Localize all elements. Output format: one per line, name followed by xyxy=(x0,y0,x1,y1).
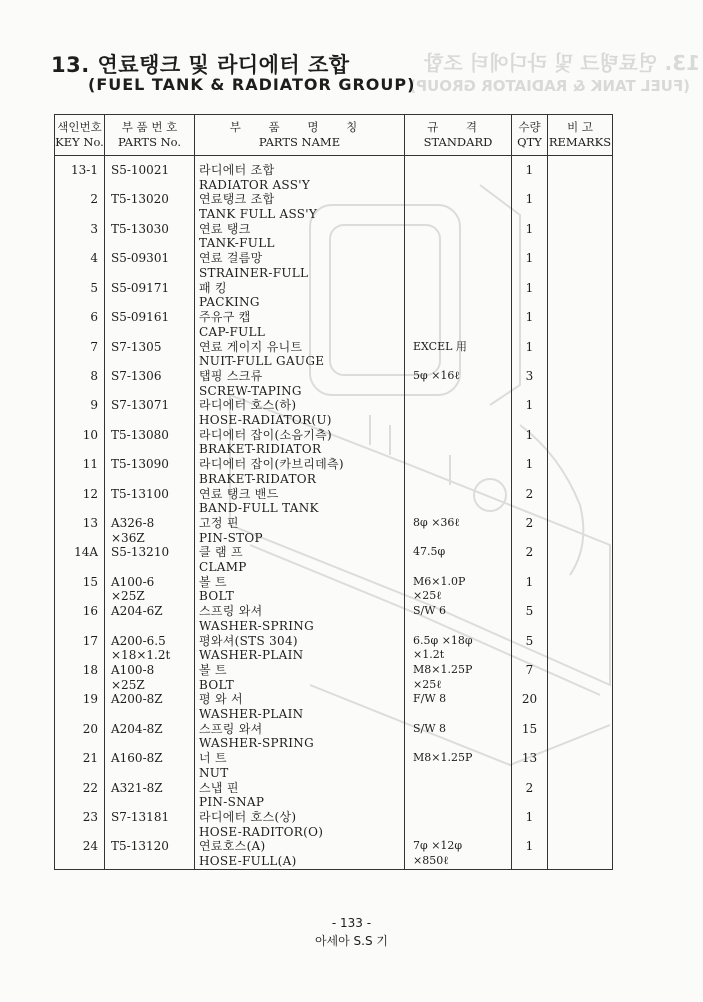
remarks xyxy=(548,722,613,751)
qty: 1 xyxy=(512,222,548,251)
table-row xyxy=(55,369,613,398)
qty: 7 xyxy=(512,663,548,692)
remarks xyxy=(548,310,613,339)
table-row xyxy=(55,251,613,280)
qty: 1 xyxy=(512,839,548,869)
parts-name: 주유구 캡 CAP-FULL xyxy=(195,310,405,339)
key-no: 20 xyxy=(55,722,105,751)
parts-no: A204-6Z xyxy=(105,604,195,633)
table-row xyxy=(55,751,613,780)
parts-no: S5-09161 xyxy=(105,310,195,339)
table-row xyxy=(55,839,613,869)
table-row xyxy=(55,516,613,545)
remarks xyxy=(548,781,613,810)
key-no: 23 xyxy=(55,810,105,839)
parts-no: A326-8 ×36Z xyxy=(105,516,195,545)
table-row xyxy=(55,692,613,721)
remarks xyxy=(548,428,613,457)
parts-name: 고정 핀 PIN-STOP xyxy=(195,516,405,545)
parts-no: T5-13090 xyxy=(105,457,195,486)
standard: 5φ ×16ℓ xyxy=(405,369,512,398)
parts-no: S7-13071 xyxy=(105,398,195,427)
remarks xyxy=(548,192,613,221)
parts-no: S5-10021 xyxy=(105,156,195,193)
table-row xyxy=(55,487,613,516)
table-row xyxy=(55,781,613,810)
remarks xyxy=(548,663,613,692)
parts-no: A100-8 ×25Z xyxy=(105,663,195,692)
table-row xyxy=(55,810,613,839)
standard xyxy=(405,310,512,339)
qty: 2 xyxy=(512,781,548,810)
parts-name: 라디에터 호스(하) HOSE-RADIATOR(U) xyxy=(195,398,405,427)
standard: M8×1.25P ×25ℓ xyxy=(405,663,512,692)
key-no: 10 xyxy=(55,428,105,457)
qty: 1 xyxy=(512,810,548,839)
standard: M8×1.25P xyxy=(405,751,512,780)
standard: 47.5φ xyxy=(405,545,512,574)
table-row xyxy=(55,575,613,604)
remarks xyxy=(548,810,613,839)
parts-name: 연료 탱크 TANK-FULL xyxy=(195,222,405,251)
parts-no: A200-8Z xyxy=(105,692,195,721)
parts-name: 평 와 서 WASHER-PLAIN xyxy=(195,692,405,721)
key-no: 12 xyxy=(55,487,105,516)
standard xyxy=(405,398,512,427)
header-standard: 규 격 STANDARD xyxy=(405,115,512,156)
qty: 1 xyxy=(512,457,548,486)
key-no: 8 xyxy=(55,369,105,398)
remarks xyxy=(548,340,613,369)
parts-table xyxy=(54,114,613,870)
key-no: 14A xyxy=(55,545,105,574)
company-name: 아세아 S.S 기 xyxy=(314,934,389,948)
remarks xyxy=(548,251,613,280)
key-no: 3 xyxy=(55,222,105,251)
qty: 1 xyxy=(512,251,548,280)
remarks xyxy=(548,692,613,721)
standard xyxy=(405,428,512,457)
table-row xyxy=(55,545,613,574)
key-no: 13 xyxy=(55,516,105,545)
qty: 15 xyxy=(512,722,548,751)
standard xyxy=(405,156,512,193)
qty: 1 xyxy=(512,398,548,427)
parts-name: 라디에터 호스(상) HOSE-RADITOR(O) xyxy=(195,810,405,839)
parts-name: 연료 게이지 유니트 NUIT-FULL GAUGE xyxy=(195,340,405,369)
key-no: 11 xyxy=(55,457,105,486)
parts-name: 연료 걸름망 STRAINER-FULL xyxy=(195,251,405,280)
bleed-through-title: 13. 연료탱크 및 라디에터 조합 xyxy=(424,51,700,75)
standard: EXCEL 用 xyxy=(405,340,512,369)
key-no: 17 xyxy=(55,634,105,663)
standard xyxy=(405,487,512,516)
key-no: 7 xyxy=(55,340,105,369)
table-row xyxy=(55,398,613,427)
parts-name: 연료호스(A) HOSE-FULL(A) xyxy=(195,839,405,869)
standard: 8φ ×36ℓ xyxy=(405,516,512,545)
header-remarks: 비 고 REMARKS xyxy=(548,115,613,156)
parts-no: T5-13100 xyxy=(105,487,195,516)
key-no: 21 xyxy=(55,751,105,780)
key-no: 18 xyxy=(55,663,105,692)
remarks xyxy=(548,839,613,869)
qty: 1 xyxy=(512,310,548,339)
table-row xyxy=(55,222,613,251)
parts-no: T5-13020 xyxy=(105,192,195,221)
parts-name: 패 킹 PACKING xyxy=(195,281,405,310)
parts-no: S7-1305 xyxy=(105,340,195,369)
remarks xyxy=(548,369,613,398)
remarks xyxy=(548,156,613,193)
header-qty: 수량 QTY xyxy=(512,115,548,156)
parts-name: 연료 탱크 밴드 BAND-FULL TANK xyxy=(195,487,405,516)
remarks xyxy=(548,457,613,486)
qty: 20 xyxy=(512,692,548,721)
remarks xyxy=(548,634,613,663)
parts-no: S7-1306 xyxy=(105,369,195,398)
standard xyxy=(405,457,512,486)
key-no: 2 xyxy=(55,192,105,221)
remarks xyxy=(548,545,613,574)
parts-name: 라디에터 조합 RADIATOR ASS'Y xyxy=(195,156,405,193)
header-parts-name: 부 품 명 칭 PARTS NAME xyxy=(195,115,405,156)
table-row xyxy=(55,663,613,692)
table-header-row xyxy=(55,115,613,156)
parts-name: 평와셔(STS 304) WASHER-PLAIN xyxy=(195,634,405,663)
remarks xyxy=(548,751,613,780)
standard xyxy=(405,810,512,839)
remarks xyxy=(548,222,613,251)
qty: 3 xyxy=(512,369,548,398)
header-parts-no: 부 품 번 호 PARTS No. xyxy=(105,115,195,156)
key-no: 5 xyxy=(55,281,105,310)
qty: 1 xyxy=(512,156,548,193)
parts-no: S7-13181 xyxy=(105,810,195,839)
standard: 7φ ×12φ ×850ℓ xyxy=(405,839,512,869)
table-row xyxy=(55,281,613,310)
table-row xyxy=(55,156,613,193)
parts-name: 연료탱크 조합 TANK FULL ASS'Y xyxy=(195,192,405,221)
parts-name: 클 램 프 CLAMP xyxy=(195,545,405,574)
standard: 6.5φ ×18φ ×1.2t xyxy=(405,634,512,663)
key-no: 13-1 xyxy=(55,156,105,193)
parts-no: A321-8Z xyxy=(105,781,195,810)
table-row xyxy=(55,192,613,221)
table-row xyxy=(55,428,613,457)
standard xyxy=(405,251,512,280)
parts-no: S5-09171 xyxy=(105,281,195,310)
parts-name: 탭핑 스크류 SCREW-TAPING xyxy=(195,369,405,398)
table-row xyxy=(55,722,613,751)
parts-no: A100-6 ×25Z xyxy=(105,575,195,604)
table-row xyxy=(55,340,613,369)
key-no: 22 xyxy=(55,781,105,810)
standard xyxy=(405,281,512,310)
header-key-no: 색인번호 KEY No. xyxy=(55,115,105,156)
parts-name: 스냅 핀 PIN-SNAP xyxy=(195,781,405,810)
parts-no: A160-8Z xyxy=(105,751,195,780)
remarks xyxy=(548,281,613,310)
parts-no: A200-6.5 ×18×1.2t xyxy=(105,634,195,663)
table-body xyxy=(55,156,613,870)
qty: 2 xyxy=(512,487,548,516)
qty: 2 xyxy=(512,516,548,545)
remarks xyxy=(548,487,613,516)
parts-name: 볼 트 BOLT xyxy=(195,663,405,692)
page-subtitle: (FUEL TANK & RADIATOR GROUP) xyxy=(88,75,416,94)
standard: S/W 8 xyxy=(405,722,512,751)
qty: 5 xyxy=(512,604,548,633)
parts-name: 너 트 NUT xyxy=(195,751,405,780)
parts-no: S5-13210 xyxy=(105,545,195,574)
key-no: 6 xyxy=(55,310,105,339)
standard: S/W 6 xyxy=(405,604,512,633)
parts-name: 스프링 와셔 WASHER-SPRING xyxy=(195,604,405,633)
standard xyxy=(405,222,512,251)
parts-name: 라디에터 잡이(소음기측) BRAKET-RIDIATOR xyxy=(195,428,405,457)
key-no: 15 xyxy=(55,575,105,604)
standard xyxy=(405,192,512,221)
parts-no: S5-09301 xyxy=(105,251,195,280)
qty: 1 xyxy=(512,575,548,604)
qty: 1 xyxy=(512,340,548,369)
remarks xyxy=(548,604,613,633)
key-no: 16 xyxy=(55,604,105,633)
standard: M6×1.0P ×25ℓ xyxy=(405,575,512,604)
standard: F/W 8 xyxy=(405,692,512,721)
table-row xyxy=(55,457,613,486)
remarks xyxy=(548,575,613,604)
qty: 1 xyxy=(512,281,548,310)
page-title: 13. 연료탱크 및 라디에터 조합 xyxy=(51,53,350,77)
page-number: - 133 - xyxy=(331,916,372,930)
key-no: 4 xyxy=(55,251,105,280)
parts-no: T5-13120 xyxy=(105,839,195,869)
parts-name: 볼 트 BOLT xyxy=(195,575,405,604)
parts-name: 스프링 와셔 WASHER-SPRING xyxy=(195,722,405,751)
parts-no: T5-13080 xyxy=(105,428,195,457)
key-no: 19 xyxy=(55,692,105,721)
qty: 5 xyxy=(512,634,548,663)
parts-name: 라디에터 잡이(카브리데측) BRAKET-RIDATOR xyxy=(195,457,405,486)
parts-no: T5-13030 xyxy=(105,222,195,251)
qty: 13 xyxy=(512,751,548,780)
table-row xyxy=(55,634,613,663)
remarks xyxy=(548,398,613,427)
remarks xyxy=(548,516,613,545)
bleed-through-subtitle: (FUEL TANK & RADIATOR GROUP) xyxy=(409,77,690,95)
standard xyxy=(405,781,512,810)
table-row xyxy=(55,310,613,339)
table-row xyxy=(55,604,613,633)
parts-no: A204-8Z xyxy=(105,722,195,751)
qty: 2 xyxy=(512,545,548,574)
key-no: 9 xyxy=(55,398,105,427)
key-no: 24 xyxy=(55,839,105,869)
qty: 1 xyxy=(512,192,548,221)
qty: 1 xyxy=(512,428,548,457)
